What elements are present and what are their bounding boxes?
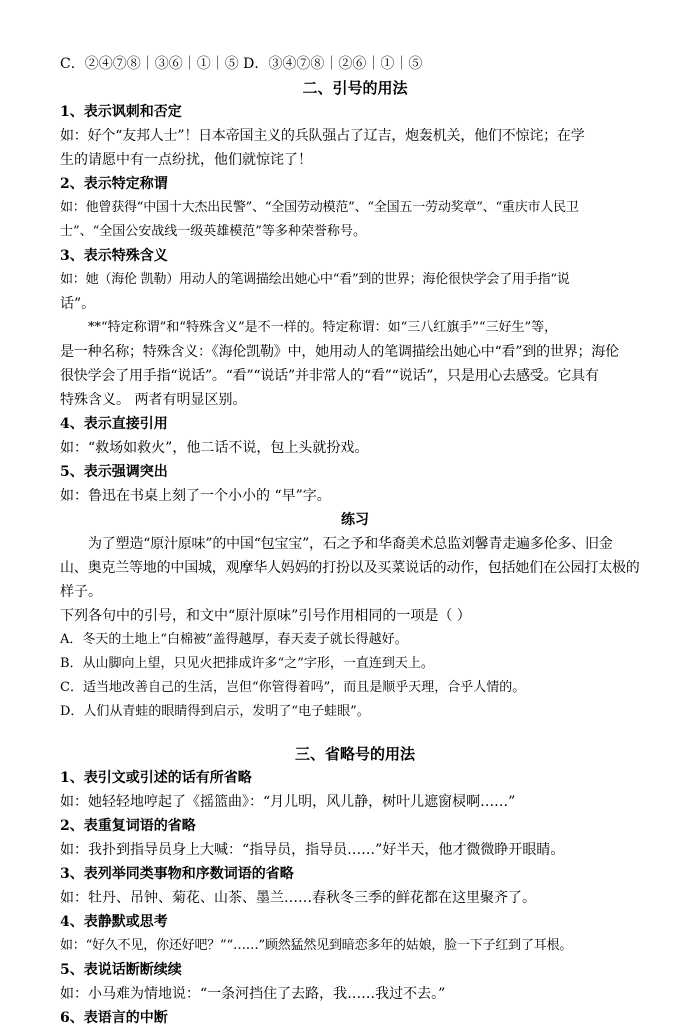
example-line: 如：小马难为情地说：“一条河挡住了去路，我……我过不去。” — [60, 986, 446, 1002]
example-line: 如：好个“友邦人士”！日本帝国主义的兵队强占了辽吉，炮轰机关，他们不惊诧；在学 — [60, 128, 585, 144]
example-line: 如：“救场如救火”，他二话不说，包上头就扮戏。 — [60, 440, 369, 456]
section3-heading-6: 6、表语言的中断 — [60, 1010, 168, 1026]
example-line: 士”、“全国公安战线一级英雄模范”等多种荣誉称号。 — [60, 224, 366, 239]
section2-heading-2: 2、表示特定称谓 — [60, 176, 168, 192]
passage-line: 山、奥克兰等地的中国城，观摩华人妈妈的打扮以及买菜说话的动作，包括她们在公园打太极的 — [60, 560, 640, 576]
note-line: 是一种名称；特殊含义：《海伦凯勒》中，她用动人的笔调描绘出她心中“看”到的世界；海伦 — [60, 344, 619, 360]
note-line: 很快学会了用手指“说话”。“看”“说话”并非常人的“看”“说话”，只是用心去感受。它具有 — [60, 368, 599, 384]
section3-heading-1: 1、表引文或引述的话有所省略 — [60, 770, 252, 786]
section2-title: 二、引号的用法 — [302, 79, 408, 97]
example-line: 生的请愿中有一点纷扰，他们就惊诧了！ — [60, 152, 312, 168]
passage-line: 样子。 — [60, 584, 102, 600]
option-b: B．从山脚向上望，只见火把排成许多“之”字形，一直连到天上。 — [60, 656, 434, 671]
example-line: 如：她轻轻地哼起了《摇篮曲》：“月儿明，风儿静，树叶儿遮窗棂啊……” — [60, 794, 516, 810]
document-page — [60, 52, 650, 1030]
example-line: 如：她（海伦 凯勒）用动人的笔调描绘出她心中“看”到的世界；海伦很快学会了用手指“说 — [60, 272, 570, 287]
section3-title: 三、省略号的用法 — [294, 745, 415, 763]
section3-heading-4: 4、表静默或思考 — [60, 914, 168, 930]
option-a: A．冬天的土地上“白棉被”盖得越厚，春天麦子就长得越好。 — [60, 632, 408, 647]
example-line: 如：牡丹、吊钟、菊花、山茶、墨兰……春秋冬三季的鲜花都在这里聚齐了。 — [60, 890, 536, 906]
options-cd-line: C．②④⑦⑧｜③⑥｜①｜⑤ D．③④⑦⑧｜②⑥｜①｜⑤ — [60, 56, 423, 72]
option-d: D．人们从青蛙的眼睛得到启示，发明了“电子蛙眼”。 — [60, 704, 370, 719]
section2-heading-1: 1、表示讽刺和否定 — [60, 104, 182, 120]
question-line: 下列各句中的引号，和文中“原汁原味”引号作用相同的一项是（ ） — [60, 608, 471, 624]
example-line: 如：他曾获得“中国十大杰出民警”、“全国劳动模范”、“全国五一劳动奖章”、“重庆市人民卫 — [60, 200, 579, 215]
spacer — [60, 724, 650, 742]
section2-heading-5: 5、表示强调突出 — [60, 464, 168, 480]
section3-heading-2: 2、表重复词语的省略 — [60, 818, 196, 834]
example-line: 如：鲁迅在书桌上刻了一个小小的 “早”字。 — [60, 488, 331, 504]
example-line: 如：“好久不见，你还好吧？”“……”顾然猛然见到暗恋多年的姑娘，脸一下子红到了耳根。 — [60, 938, 573, 953]
note-line: **“特定称谓”和“特殊含义”是不一样的。特定称谓：如“三八红旗手”“三好生”等， — [88, 320, 558, 335]
section2-heading-4: 4、表示直接引用 — [60, 416, 168, 432]
section3-heading-3: 3、表列举同类事物和序数词语的省略 — [60, 866, 294, 882]
practice-title: 练习 — [341, 512, 369, 528]
note-line: 特殊含义。 两者有明显区别。 — [60, 392, 247, 408]
section3-heading-5: 5、表说话断断续续 — [60, 962, 182, 978]
section2-heading-3: 3、表示特殊含义 — [60, 248, 168, 264]
passage-line: 为了塑造“原汁原味”的中国“包宝宝”，石之予和华裔美术总监刘馨青走遍多伦多、旧金 — [88, 536, 613, 552]
example-line: 话”。 — [60, 296, 96, 312]
option-c: C．适当地改善自己的生活，岂但“你管得着吗”，而且是顺乎天理，合乎人情的。 — [60, 680, 526, 695]
example-line: 如：我扑到指导员身上大喊：“指导员，指导员……”好半天，他才微微睁开眼睛。 — [60, 842, 565, 858]
